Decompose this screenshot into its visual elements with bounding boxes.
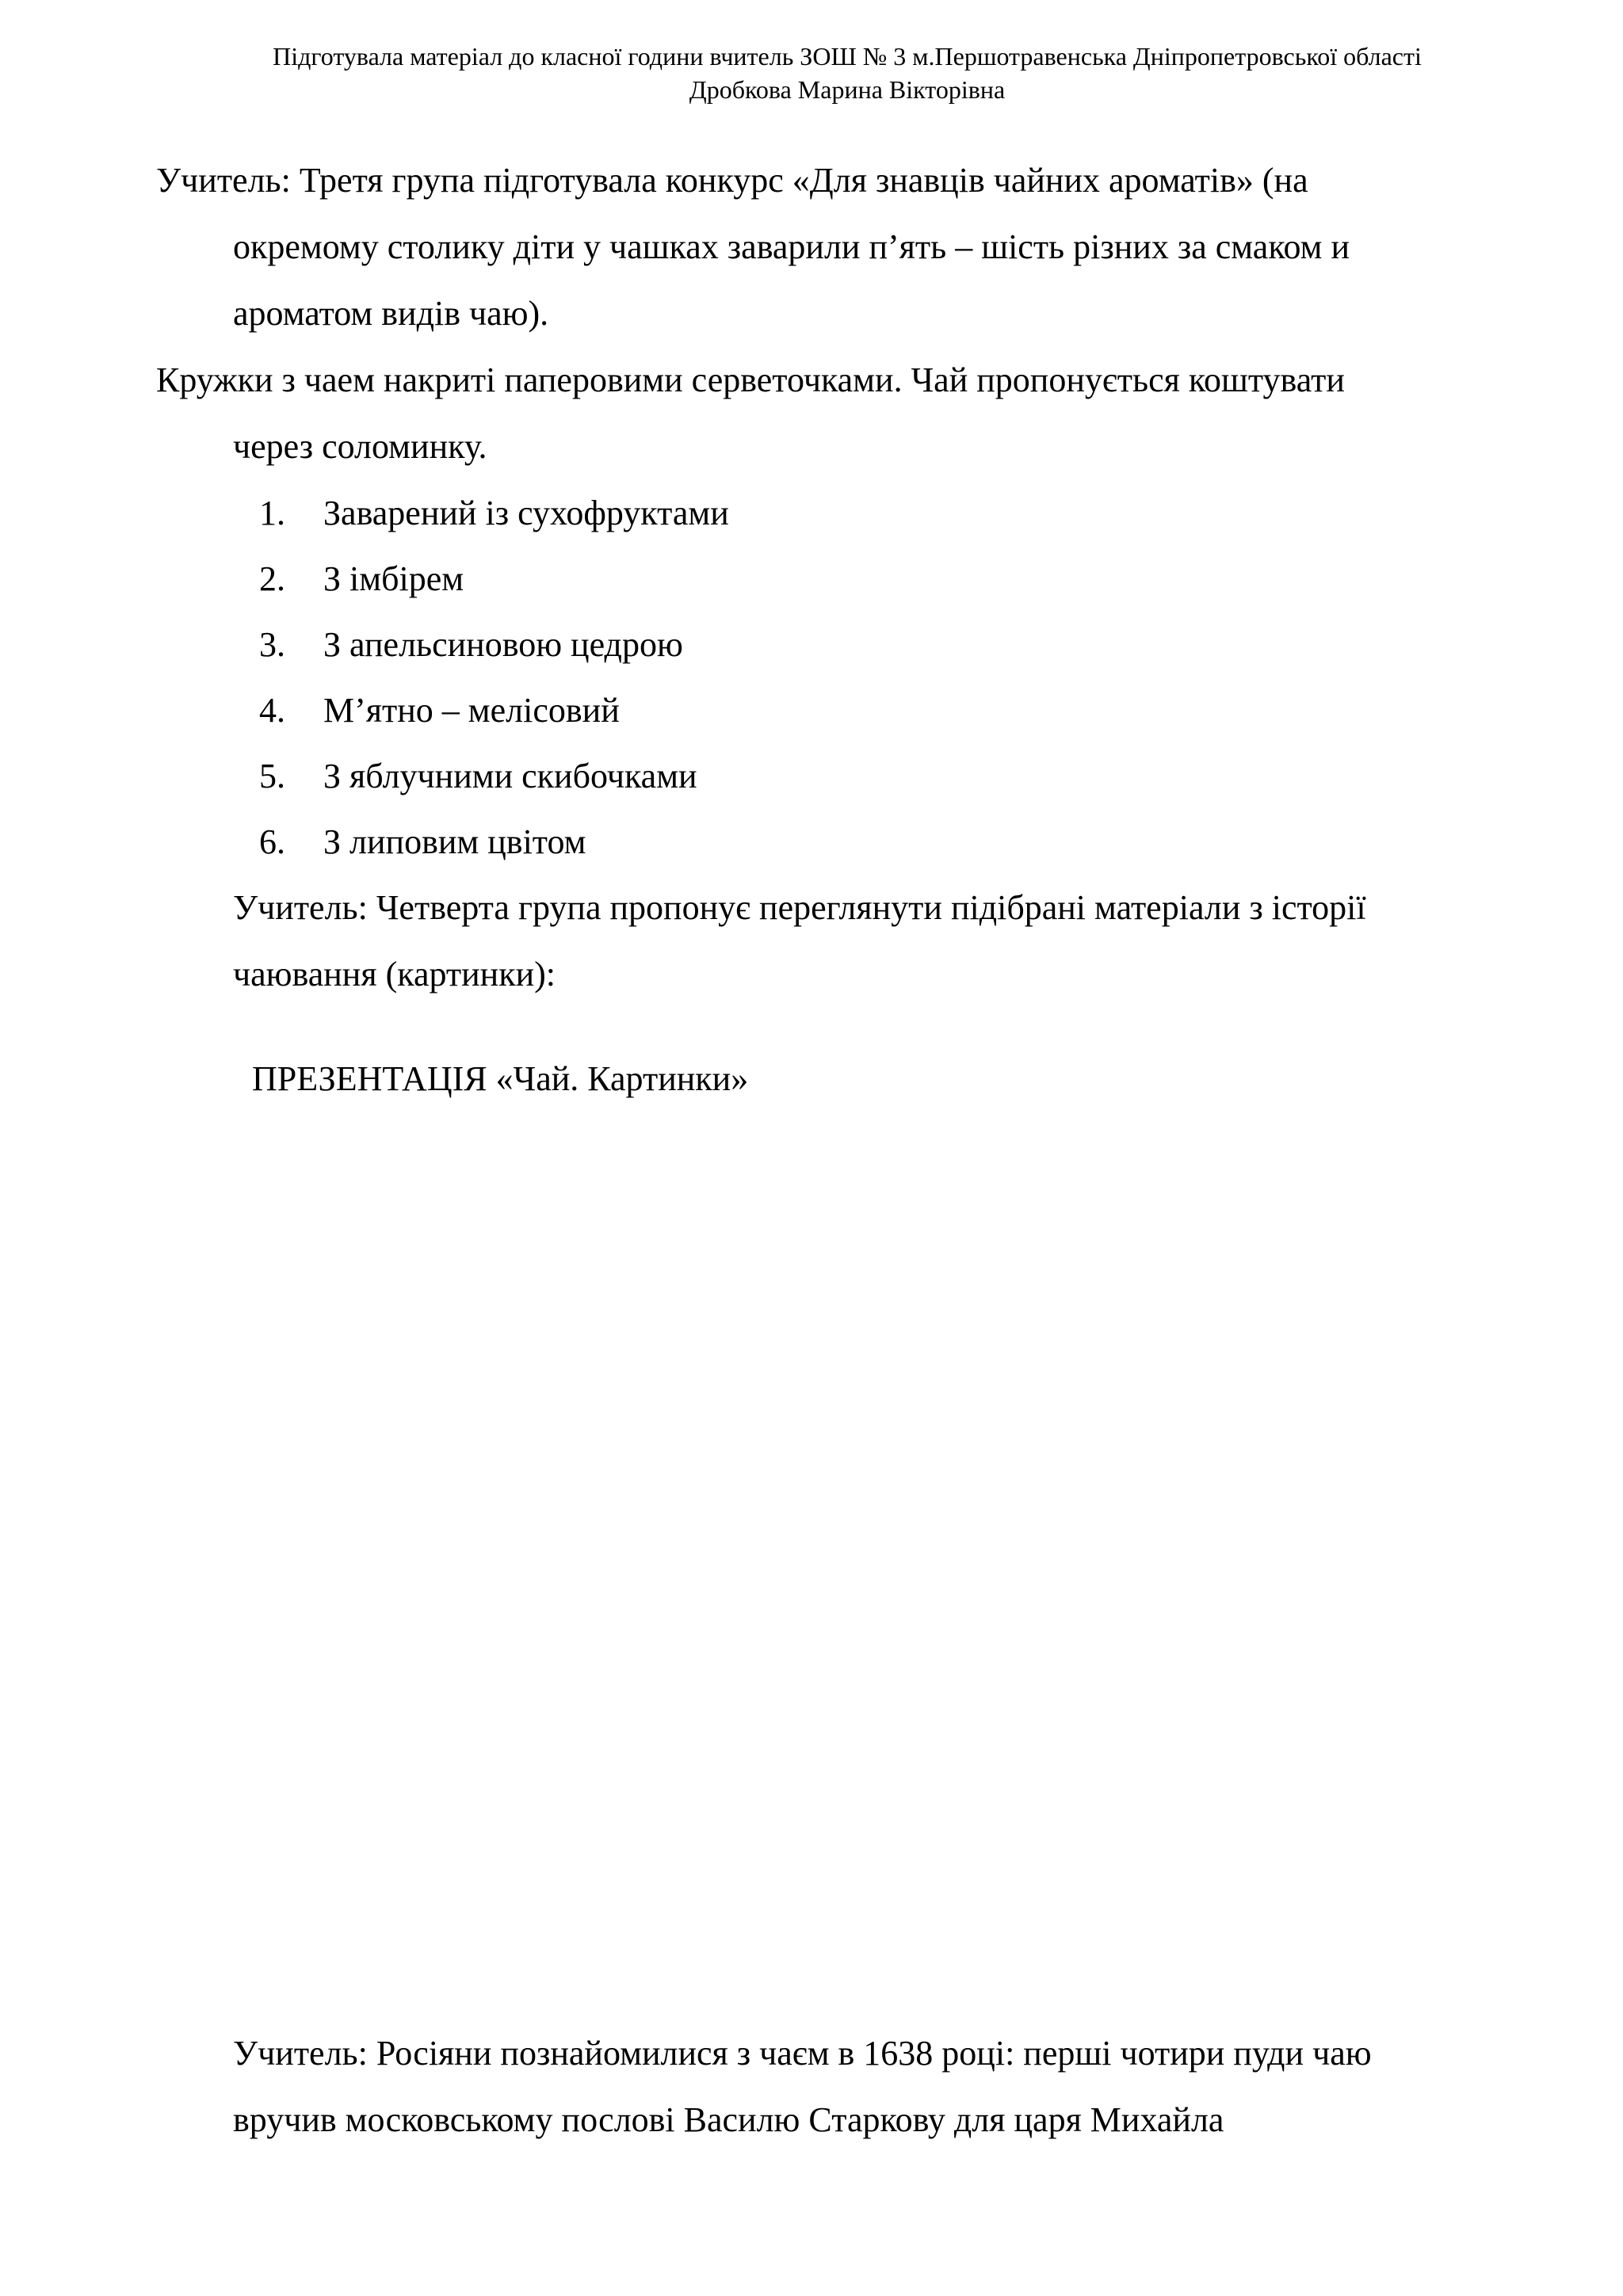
paragraph-2-line-2: через соломинку. [233, 427, 487, 466]
paragraph-1-line-2: окремому столику діти у чашках заварили п’ять – шість різних за смаком и [233, 227, 1350, 266]
list-item-number: 6. [259, 822, 285, 861]
list-item-text: З апельсиновою цедрою [323, 625, 683, 664]
paragraph-2-line-1: Кружки з чаем накриті паперовими серветочками. Чай пропонується коштувати [156, 360, 1345, 399]
list-item-text: З липовим цвітом [323, 822, 586, 861]
page-header [158, 40, 1536, 106]
paragraph-1-line-3: ароматом видів чаю). [233, 294, 549, 333]
paragraph-4-line-1: Учитель: Росіяни познайомилися з чаєм в 1638 році: перші чотири пуди чаю [233, 2034, 1372, 2073]
paragraph-4-line-2: вручив московському послові Василю Старкову для царя Михайла [233, 2100, 1224, 2139]
list-item-text: Заварений із сухофруктами [323, 494, 729, 532]
list-item-number: 2. [259, 559, 285, 598]
list-item-number: 1. [259, 494, 285, 532]
header-author-line: Підготувала матеріал до класної години вчитель ЗОШ № 3 м.Першотравенська Дніпропетровської області [273, 42, 1422, 71]
header-name-line: Дробкова Марина Вікторівна [689, 75, 1006, 104]
list-item-number: 4. [259, 691, 285, 730]
paragraph-1-line-1: Учитель: Третя група підготувала конкурс «Для знавців чайних ароматів» (на [156, 161, 1308, 200]
presentation-title: ПРЕЗЕНТАЦІЯ «Чай. Картинки» [252, 1059, 749, 1098]
list-item-text: М’ятно – мелісовий [323, 691, 620, 730]
list-item-text: З яблучними скибочками [323, 757, 697, 795]
list-item-text: З імбірем [323, 559, 464, 598]
paragraph-3-line-2: чаювання (картинки): [233, 955, 556, 994]
paragraph-3-line-1: Учитель: Четверта група пропонує переглянути підібрані матеріали з історії [233, 888, 1366, 927]
list-item-number: 5. [259, 757, 285, 795]
list-item-number: 3. [259, 625, 285, 664]
